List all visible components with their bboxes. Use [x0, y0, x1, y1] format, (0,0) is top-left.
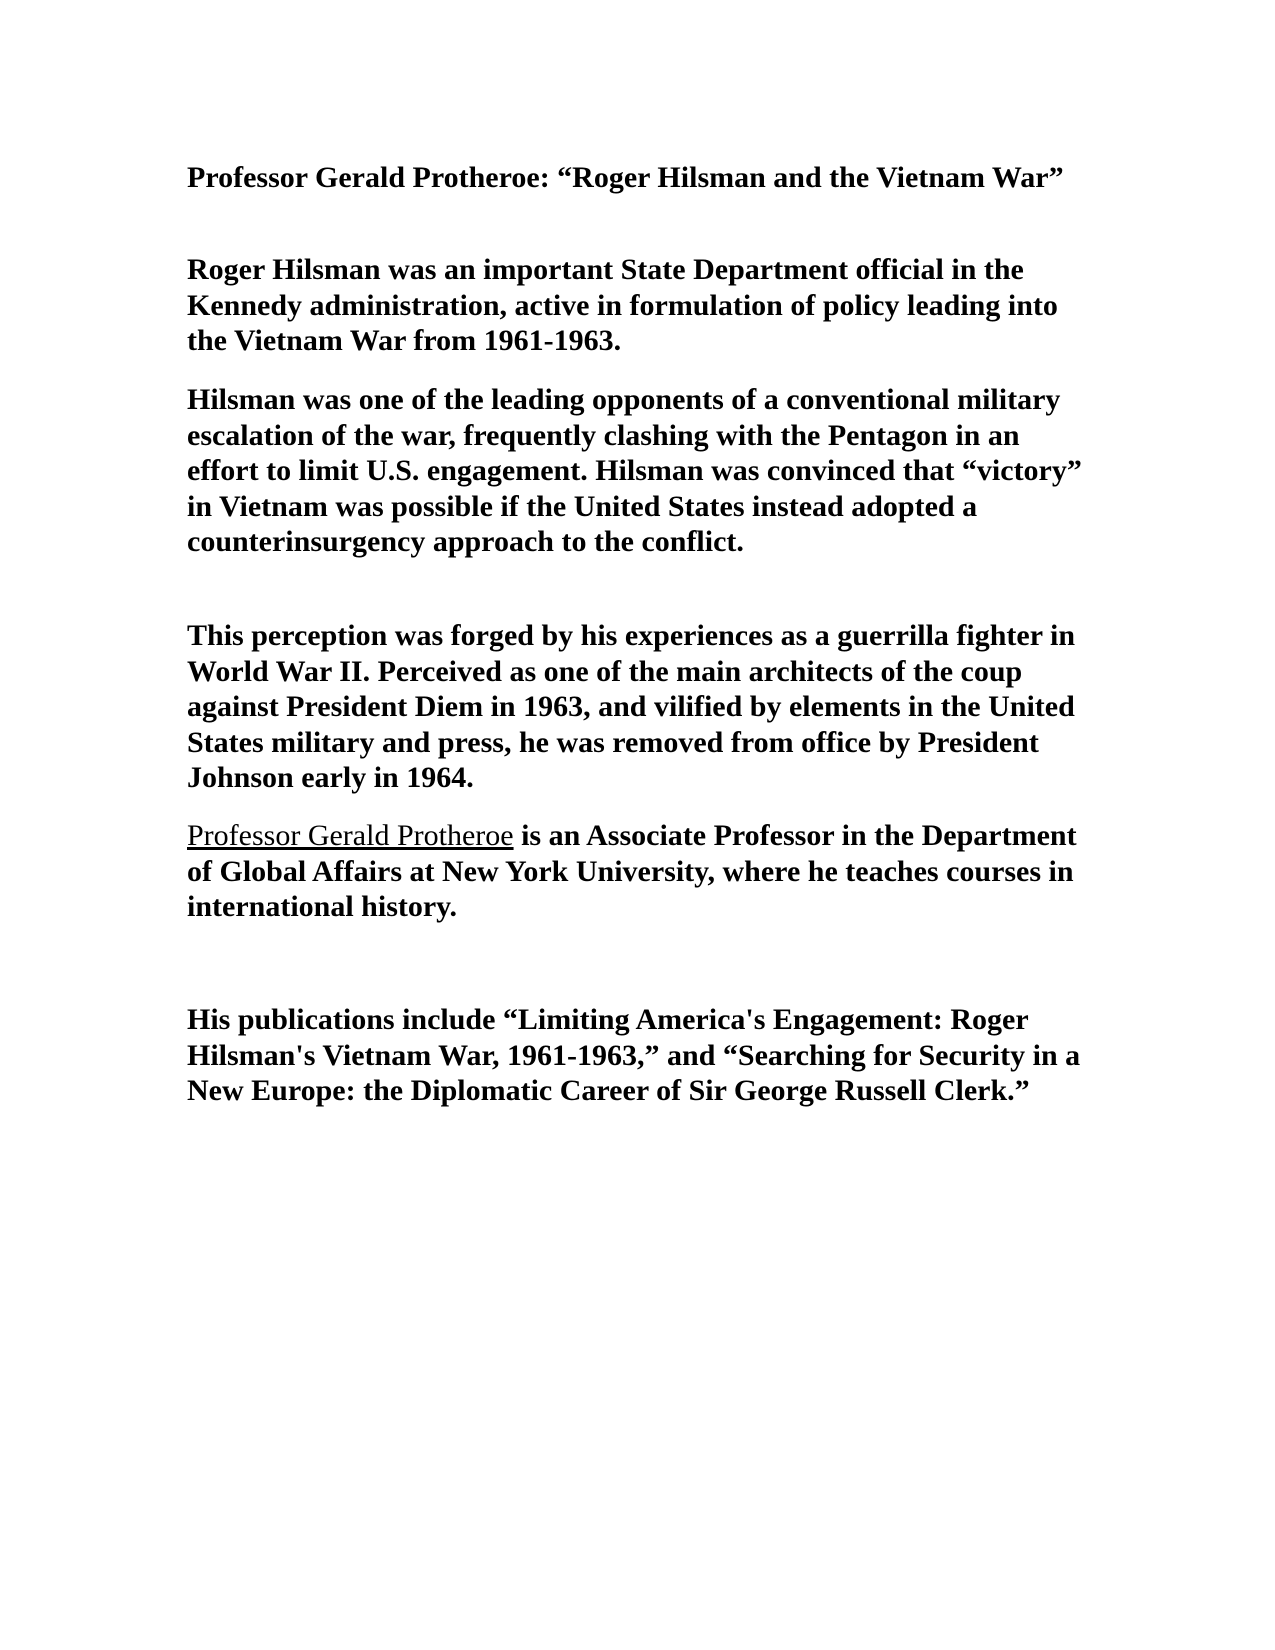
- paragraph-hilsman-role: Roger Hilsman was an important State Department official in the Kennedy administration, active in formulation of policy leading into the Vietnam War from 1961-1963.: [187, 253, 1058, 357]
- author-bio-text: is an Associate Professor in the Department of Global Affairs at New York University, where he teaches courses in international history.: [187, 819, 1077, 923]
- paragraph-hilsman-career: This perception was forged by his experiences as a guerrilla fighter in World War II. Perceived as one of the main architects of the coup against President Diem in 1963, and vilified by elements in the United States military and press, he was removed from office by President Johnson early in 1964.: [187, 619, 1076, 794]
- document-title: Professor Gerald Protheroe: “Roger Hilsman and the Vietnam War”: [187, 161, 1064, 194]
- paragraph-hilsman-opposition: Hilsman was one of the leading opponents of a conventional military escalation of the war, frequently clashing with the Pentagon in an effort to limit U.S. engagement. Hilsman was convinced that “victory” in Vietnam was possible if the United States instead adopted a counterinsurgency approach to the conflict.: [187, 383, 1082, 558]
- paragraph-author-bio: [187, 818, 1087, 925]
- author-name-link[interactable]: Professor Gerald Protheroe: [187, 819, 514, 852]
- paragraph-publications: His publications include “Limiting America's Engagement: Roger Hilsman's Vietnam War, 1961-1963,” and “Searching for Security in a New Europe: the Diplomatic Career of Sir George Russell Clerk.”: [187, 1003, 1081, 1107]
